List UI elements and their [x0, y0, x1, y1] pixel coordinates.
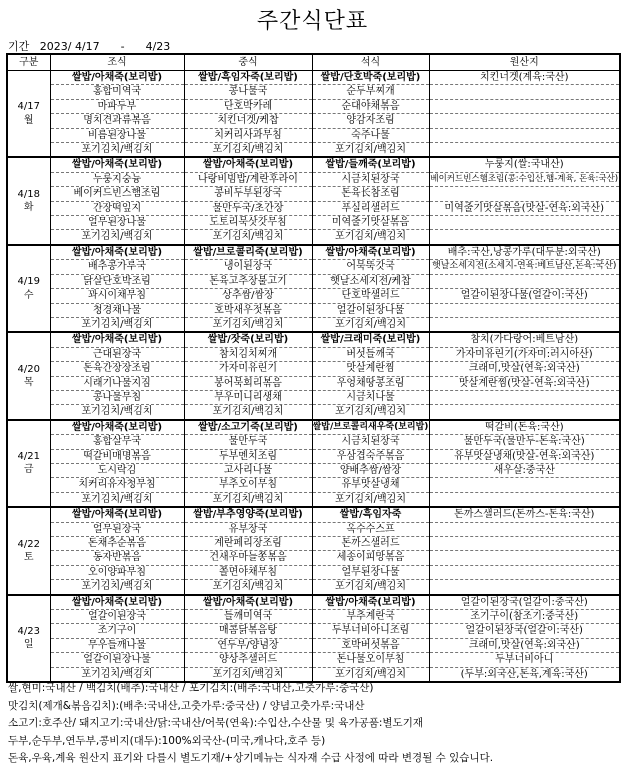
breakfast-cell: 포기김치/백김치	[50, 230, 184, 245]
origin-cell: 새우살:중국산	[429, 463, 620, 477]
lunch-cell: 쌀밥/흑임자죽(보리밥)	[184, 71, 312, 85]
menu-row	[7, 522, 620, 536]
menu-row	[7, 624, 620, 638]
origin-cell	[429, 128, 620, 142]
origin-cell	[429, 303, 620, 317]
day-weekday: 월	[23, 114, 34, 126]
day-weekday: 화	[23, 202, 34, 214]
breakfast-cell: 쌀밥/아채죽(보리밥)	[50, 245, 184, 260]
menu-row	[7, 435, 620, 449]
lunch-cell: 봉어묵회리볶음	[184, 376, 312, 390]
menu-row	[7, 420, 620, 435]
lunch-cell: 쫄면야채무침	[184, 565, 312, 579]
dinner-cell: 버섯들깨국	[312, 347, 429, 361]
menu-row	[7, 71, 620, 85]
breakfast-cell: 청경채나물	[50, 303, 184, 317]
origin-cell: 누룽지(쌀:국내산)	[429, 157, 620, 172]
menu-row	[7, 230, 620, 245]
dinner-cell: 얼갈이된장나물	[312, 303, 429, 317]
origin-cell	[429, 478, 620, 492]
dinner-cell: 포기김치/백김치	[312, 143, 429, 158]
lunch-cell: 부추오이무침	[184, 478, 312, 492]
dinner-cell: 쌀밥/들깨죽(보리밥)	[312, 157, 429, 172]
lunch-cell: 나랑비빔밥/계란후라이	[184, 172, 312, 186]
dinner-cell: 유부맛살냉채	[312, 478, 429, 492]
page-title: 주간식단표	[256, 9, 369, 34]
lunch-cell: 쌀밥/아채죽(보리밥)	[184, 595, 312, 610]
dinner-cell: 숙주나물	[312, 128, 429, 142]
dinner-cell: 두부너비아니조림	[312, 624, 429, 638]
menu-row	[7, 172, 620, 186]
menu-row	[7, 216, 620, 230]
lunch-cell: 매콤닭볶음탕	[184, 624, 312, 638]
origin-cell: 치킨너겟(계육:국산)	[429, 71, 620, 85]
lunch-cell: 쌀밥/소고기죽(보리밥)	[184, 420, 312, 435]
origin-cell: 얼갈이된장나물(얼갈이:국산)	[429, 289, 620, 303]
origin-cell	[429, 187, 620, 201]
breakfast-cell: 명치견과류볶음	[50, 114, 184, 128]
lunch-cell: 쌀밥/아채죽(보리밥)	[184, 157, 312, 172]
breakfast-cell: 오이양파무침	[50, 565, 184, 579]
day-date: 4/18	[17, 188, 40, 200]
breakfast-cell: 돈채추순볶음	[50, 537, 184, 551]
day-date: 4/17	[17, 101, 40, 113]
day-date: 4/20	[17, 363, 40, 375]
lunch-cell: 포기김치/백김치	[184, 667, 312, 682]
breakfast-cell: 포기김치/백김치	[50, 405, 184, 420]
menu-row	[7, 653, 620, 667]
menu-row	[7, 595, 620, 610]
dinner-cell: 옥수수스프	[312, 522, 429, 536]
dinner-cell: 얼무된장나물	[312, 565, 429, 579]
lunch-cell: 양상추샐러드	[184, 653, 312, 667]
menu-row	[7, 463, 620, 477]
menu-row	[7, 638, 620, 652]
origin-cell	[429, 580, 620, 595]
dinner-cell: 쌀밥/브로콜리새우죽(보리밥)	[312, 420, 429, 435]
day-date: 4/22	[17, 538, 40, 550]
day-weekday: 수	[23, 289, 34, 301]
menu-row	[7, 143, 620, 158]
day-date: 4/21	[17, 451, 40, 463]
lunch-cell: 콩비두부된장국	[184, 187, 312, 201]
menu-row	[7, 551, 620, 565]
note-line: 돈육,우육,계육 원산지 표기와 다를시 별도기재/+상기메뉴는 식자재 수급 사정에 따라 변경될 수 있습니다.	[8, 752, 494, 764]
header-row	[7, 54, 620, 71]
dinner-cell: 돈까스샐러드	[312, 537, 429, 551]
origin-cell: 맛살계란찜(맛살-연육:외국산)	[429, 376, 620, 390]
lunch-cell: 무우미니리생채	[184, 390, 312, 404]
origin-cell	[429, 565, 620, 579]
dinner-cell: 쌀밥/크래미죽(보리밥)	[312, 332, 429, 347]
dinner-cell: 세송이피망볶음	[312, 551, 429, 565]
breakfast-cell: 홍합살무국	[50, 435, 184, 449]
lunch-cell: 돈육고추장불고기	[184, 274, 312, 288]
lunch-cell: 참치김치찌개	[184, 347, 312, 361]
breakfast-cell: 포기김치/백김치	[50, 492, 184, 507]
breakfast-cell: 베이커드빈스햄조림	[50, 187, 184, 201]
origin-cell: (두부:외국산,돈육,계육:국산)	[429, 667, 620, 682]
breakfast-cell: 도시락김	[50, 463, 184, 477]
menu-row	[7, 85, 620, 99]
day-weekday: 일	[23, 639, 34, 651]
dinner-cell: 포기김치/백김치	[312, 230, 429, 245]
period-range: 기간 2023/ 4/17 - 4/23	[8, 40, 171, 53]
dinner-cell: 돈육长참조림	[312, 187, 429, 201]
lunch-cell: 연두부/양념장	[184, 638, 312, 652]
lunch-cell: 쌀밥/잣죽(보리밥)	[184, 332, 312, 347]
lunch-cell: 계란페리장조림	[184, 537, 312, 551]
dinner-cell: 맛살계란찜	[312, 362, 429, 376]
menu-body	[7, 71, 620, 683]
day-label	[7, 595, 50, 682]
menu-row	[7, 449, 620, 463]
breakfast-cell: 쌀밥/아채죽(보리밥)	[50, 157, 184, 172]
day-weekday: 목	[23, 377, 34, 389]
dinner-cell: 시금치나물	[312, 390, 429, 404]
dinner-cell: 우삼겹숙주볶음	[312, 449, 429, 463]
dinner-cell: 포기김치/백김치	[312, 405, 429, 420]
menu-row	[7, 537, 620, 551]
menu-row	[7, 317, 620, 332]
origin-cell: 물만두국(물만두-돈육:국산)	[429, 435, 620, 449]
menu-row	[7, 376, 620, 390]
dinner-cell: 미역줄기맛살볶음	[312, 216, 429, 230]
breakfast-cell: 포기김치/백김치	[50, 317, 184, 332]
origin-cell: 크래미,맛살(연육:외국산)	[429, 638, 620, 652]
dinner-cell: 포기김치/백김치	[312, 667, 429, 682]
lunch-cell: 물만두국	[184, 435, 312, 449]
menu-row	[7, 128, 620, 142]
dinner-cell: 양배추쌈/쌈장	[312, 463, 429, 477]
day-weekday: 금	[23, 464, 34, 476]
lunch-cell: 포기김치/백김치	[184, 143, 312, 158]
menu-row	[7, 201, 620, 215]
origin-cell: 두부너비아니	[429, 653, 620, 667]
lunch-cell: 상추쌈/쌈장	[184, 289, 312, 303]
header-cell: 중식	[184, 54, 312, 71]
breakfast-cell: 꽈시이채무침	[50, 289, 184, 303]
header-cell: 원산지	[429, 54, 620, 71]
lunch-cell: 포기김치/백김치	[184, 492, 312, 507]
menu-row	[7, 390, 620, 404]
origin-cell	[429, 492, 620, 507]
origin-cell: 조기구이(참조기:중국산)	[429, 610, 620, 624]
lunch-cell: 단호박카레	[184, 99, 312, 113]
breakfast-cell: 포기김치/백김치	[50, 667, 184, 682]
dinner-cell: 포기김치/백김치	[312, 492, 429, 507]
origin-cell	[429, 216, 620, 230]
dinner-cell: 양감자조림	[312, 114, 429, 128]
day-label	[7, 420, 50, 507]
dinner-cell: 순대야채볶음	[312, 99, 429, 113]
lunch-cell: 콩나물국	[184, 85, 312, 99]
breakfast-cell: 쌀밥/아채죽(보리밥)	[50, 71, 184, 85]
menu-row	[7, 362, 620, 376]
origin-cell: 크래미,맛살(연육:외국산)	[429, 362, 620, 376]
origin-notes	[8, 680, 620, 768]
origin-cell: 가자미유린기(가자미:러시아산)	[429, 347, 620, 361]
lunch-cell: 건새우마늘쫑볶음	[184, 551, 312, 565]
header-cell: 석식	[312, 54, 429, 71]
menu-row	[7, 245, 620, 260]
breakfast-cell: 쌀밥/아채죽(보리밥)	[50, 420, 184, 435]
breakfast-cell: 닭살단호박조림	[50, 274, 184, 288]
breakfast-cell: 포기김치/백김치	[50, 143, 184, 158]
menu-row	[7, 157, 620, 172]
day-label	[7, 507, 50, 594]
menu-row	[7, 332, 620, 347]
header-cell: 구분	[7, 54, 50, 71]
origin-cell	[429, 551, 620, 565]
lunch-cell: 물만두국/초간장	[184, 201, 312, 215]
lunch-cell: 두부멘치조림	[184, 449, 312, 463]
menu-row	[7, 405, 620, 420]
lunch-cell: 호박새우젓볶음	[184, 303, 312, 317]
dinner-cell: 돈나물오이무침	[312, 653, 429, 667]
lunch-cell: 도토리묵삿갓무침	[184, 216, 312, 230]
origin-cell	[429, 85, 620, 99]
breakfast-cell: 비름된장나물	[50, 128, 184, 142]
dinner-cell: 호박버섯볶음	[312, 638, 429, 652]
breakfast-cell: 돈육간장장조림	[50, 362, 184, 376]
origin-cell: 얼갈이된장국(얼갈이:국산)	[429, 624, 620, 638]
breakfast-cell: 간장떡잎지	[50, 201, 184, 215]
origin-cell: 떡갈비(돈육:국산)	[429, 420, 620, 435]
breakfast-cell: 얼무된장나물	[50, 216, 184, 230]
breakfast-cell: 홍합미역국	[50, 85, 184, 99]
breakfast-cell: 떡갈비매명볶음	[50, 449, 184, 463]
weekly-menu-table	[6, 53, 621, 683]
dinner-cell: 순두부찌개	[312, 85, 429, 99]
dinner-cell: 부추계란국	[312, 610, 429, 624]
lunch-cell: 포기김치/백김치	[184, 230, 312, 245]
menu-row	[7, 274, 620, 288]
origin-cell: 돈까스샐러드(돈까스-돈육:국산)	[429, 507, 620, 522]
menu-row	[7, 565, 620, 579]
origin-cell: 유부맛살냉채(맛살-연육:외국산)	[429, 449, 620, 463]
dinner-cell: 푸실리샐러드	[312, 201, 429, 215]
lunch-cell: 쌀밥/브로콜리죽(보리밥)	[184, 245, 312, 260]
dinner-cell: 시금치된장국	[312, 435, 429, 449]
breakfast-cell: 근대된장국	[50, 347, 184, 361]
lunch-cell: 냉이된장국	[184, 260, 312, 274]
dinner-cell: 쌀밥/아채죽(보리밥)	[312, 595, 429, 610]
origin-cell: 미역줄기맛살볶음(맛살-연육:외국산)	[429, 201, 620, 215]
dinner-cell: 햇날소세지전/케찹	[312, 274, 429, 288]
breakfast-cell: 쌀밥/아채죽(보리밥)	[50, 595, 184, 610]
origin-cell: 햇날소세지전(소세지-연육:베트남산,돈육:국산)	[429, 260, 620, 274]
dinner-cell: 어묵뚝갓국	[312, 260, 429, 274]
day-label	[7, 245, 50, 332]
lunch-cell: 포기김치/백김치	[184, 580, 312, 595]
origin-cell	[429, 143, 620, 158]
dinner-cell: 포기김치/백김치	[312, 580, 429, 595]
lunch-cell: 유부장국	[184, 522, 312, 536]
menu-row	[7, 260, 620, 274]
menu-row	[7, 580, 620, 595]
breakfast-cell: 쌀밥/아채죽(보리밥)	[50, 507, 184, 522]
origin-cell: 얼갈이된장국(얼갈이:중국산)	[429, 595, 620, 610]
lunch-cell: 고사리나물	[184, 463, 312, 477]
dinner-cell: 단호박샐러드	[312, 289, 429, 303]
origin-cell: 배추:국산,낭콩가루(대두분:외국산)	[429, 245, 620, 260]
menu-row	[7, 610, 620, 624]
menu-row	[7, 478, 620, 492]
menu-row	[7, 303, 620, 317]
dinner-cell: 쌀밥/아채죽(보리밥)	[312, 245, 429, 260]
breakfast-cell: 마파두부	[50, 99, 184, 113]
breakfast-cell: 콩나물무침	[50, 390, 184, 404]
note-line: 쌀,현미:국내산 / 백김치(배추):국내산 / 포기김치:(배추:국내산,고춧가루:중국산)	[8, 682, 374, 694]
breakfast-cell: 무우들깨나물	[50, 638, 184, 652]
menu-row	[7, 347, 620, 361]
breakfast-cell: 배추콩가루국	[50, 260, 184, 274]
breakfast-cell: 시래기나물지짐	[50, 376, 184, 390]
origin-cell	[429, 317, 620, 332]
lunch-cell: 치킨너겟/케찹	[184, 114, 312, 128]
dinner-cell: 포기김치/백김치	[312, 317, 429, 332]
lunch-cell: 치커리사과무침	[184, 128, 312, 142]
menu-row	[7, 289, 620, 303]
dinner-cell: 우엉채땅콩조림	[312, 376, 429, 390]
note-line: 소고기:호주산/ 돼지고기:국내산/닭:국내산/어묵(연육):수입산,수산물 및 육가공품:별도기재	[8, 717, 423, 729]
breakfast-cell: 쌀밥/아채죽(보리밥)	[50, 332, 184, 347]
header-cell: 조식	[50, 54, 184, 71]
origin-cell	[429, 230, 620, 245]
origin-cell	[429, 274, 620, 288]
breakfast-cell: 동자반볶음	[50, 551, 184, 565]
origin-cell	[429, 99, 620, 113]
breakfast-cell: 치커리유자청무침	[50, 478, 184, 492]
origin-cell	[429, 405, 620, 420]
lunch-cell: 들깨미역국	[184, 610, 312, 624]
day-weekday: 토	[23, 551, 34, 563]
dinner-cell: 시금치된장국	[312, 172, 429, 186]
breakfast-cell: 조기구이	[50, 624, 184, 638]
lunch-cell: 쌀밥/부추영양죽(보리밥)	[184, 507, 312, 522]
breakfast-cell: 누룽지숭늉	[50, 172, 184, 186]
day-label	[7, 157, 50, 244]
note-line: 두부,순두부,연두부,콩비지(대두):100%외국산-(미국,캐나다,호주 등)	[8, 734, 326, 747]
note-line: 맛김치(제개&볶음김치):(배추:국내산,고춧가루:중국산) / 양념고춧가루:국내산	[8, 699, 365, 712]
menu-row	[7, 114, 620, 128]
lunch-cell: 가자미유린기	[184, 362, 312, 376]
day-date: 4/23	[17, 625, 40, 637]
menu-row	[7, 507, 620, 522]
origin-cell: 베이커드빈스햄조림(콩:수입산,햄-계육, 돈육:국산)	[429, 172, 620, 186]
breakfast-cell: 포기김치/백김치	[50, 580, 184, 595]
lunch-cell: 포기김치/백김치	[184, 405, 312, 420]
menu-row	[7, 187, 620, 201]
origin-cell: 참치(가다랑어:베트남산)	[429, 332, 620, 347]
breakfast-cell: 얼무된장국	[50, 522, 184, 536]
origin-cell	[429, 114, 620, 128]
day-date: 4/19	[17, 276, 40, 288]
breakfast-cell: 얼갈이된장국	[50, 610, 184, 624]
day-label	[7, 71, 50, 158]
dinner-cell: 쌀밥/흑임자죽	[312, 507, 429, 522]
breakfast-cell: 얼갈이된장나물	[50, 653, 184, 667]
menu-row	[7, 99, 620, 113]
lunch-cell: 포기김치/백김치	[184, 317, 312, 332]
dinner-cell: 쌀밥/단호박죽(보리밥)	[312, 71, 429, 85]
menu-row	[7, 492, 620, 507]
origin-cell	[429, 537, 620, 551]
day-label	[7, 332, 50, 419]
origin-cell	[429, 390, 620, 404]
origin-cell	[429, 522, 620, 536]
